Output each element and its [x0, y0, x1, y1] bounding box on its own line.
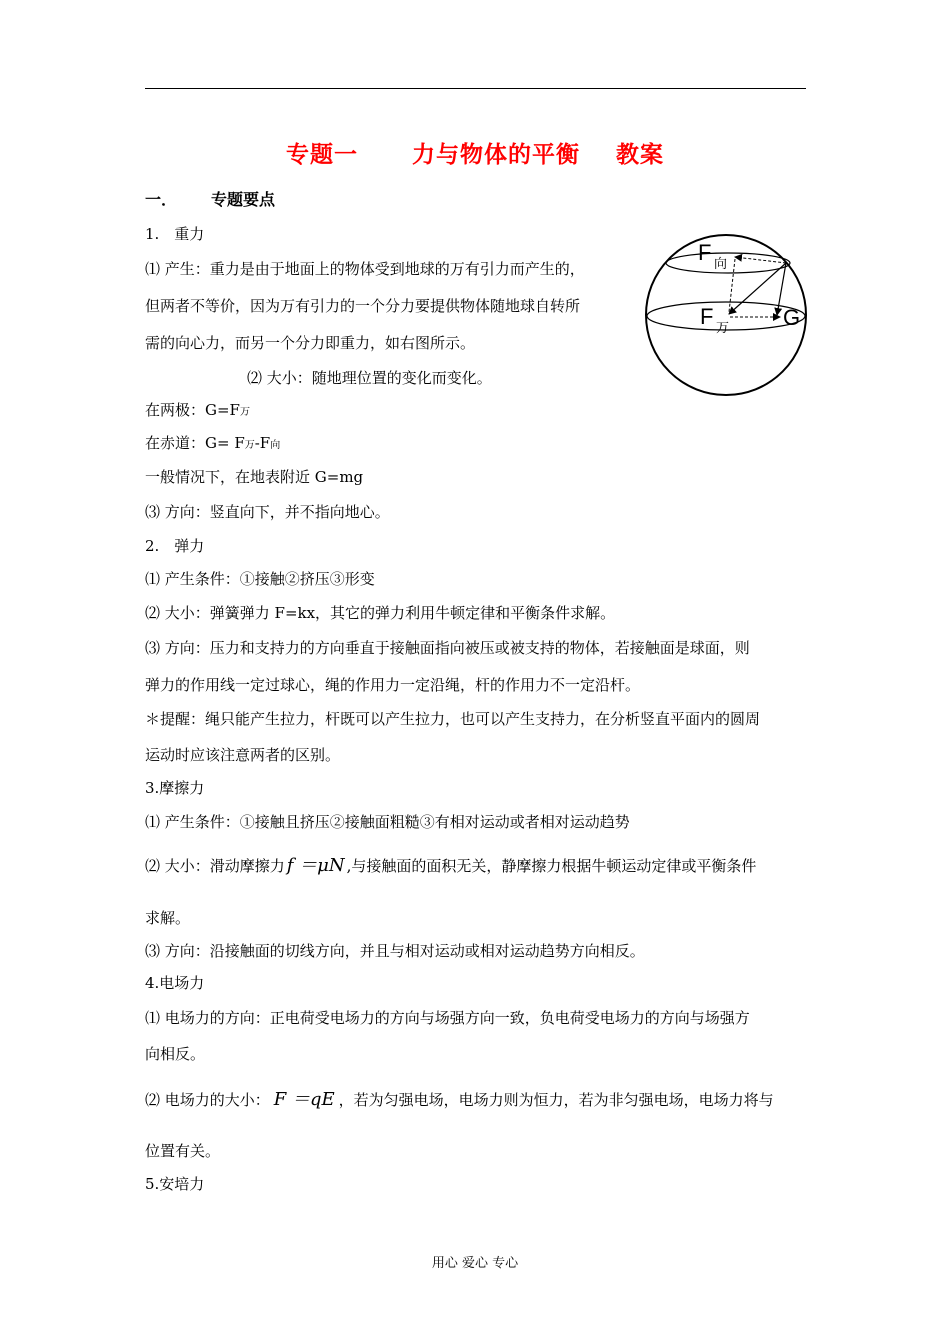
poles-sub: 万 [239, 407, 250, 418]
header-rule [145, 88, 806, 89]
elastic-heading: 2. 弹力 [145, 537, 205, 555]
gravity-heading: 1. 重力 [145, 225, 205, 243]
g-label: G [783, 305, 801, 330]
f-xiang-label: F [698, 240, 712, 265]
f-wan-arrow [729, 263, 786, 314]
equator-mid: -F [254, 434, 271, 452]
gravity-poles [145, 400, 250, 423]
f-xiang-arrow [735, 257, 786, 263]
gravity-p1: ⑴ 产生：重力是由于地面上的物体受到地球的万有引力而产生的， [145, 260, 585, 278]
electric-size [145, 1090, 774, 1110]
elastic-dir2: 弹力的作用线一定过球心，绳的作用力一定沿绳，杆的作用力不一定沿杆。 [145, 676, 641, 694]
equator-sub2: 向 [270, 440, 281, 451]
electric-size-end: 位置有关。 [145, 1142, 221, 1160]
elastic-tip2: 运动时应该注意两者的区别。 [145, 746, 341, 764]
gravity-p3: 需的向心力，而另一个分力即重力，如右图所示。 [145, 334, 476, 352]
title-part3: 教案 [616, 142, 665, 168]
electric-dir1: ⑴ 电场力的方向：正电荷受电场力的方向与场强方向一致，负电荷受电场力的方向与场强方 [145, 1009, 750, 1027]
page-title [0, 136, 950, 169]
gravity-direction: ⑶ 方向：竖直向下，并不指向地心。 [145, 503, 390, 521]
elastic-dir1: ⑶ 方向：压力和支持力的方向垂直于接触面指向被压或被支持的物体，若接触面是球面，则 [145, 639, 750, 657]
friction-direction: ⑶ 方向：沿接触面的切线方向，并且与相对运动或相对运动趋势方向相反。 [145, 942, 645, 960]
electric-heading: 4.电场力 [145, 974, 205, 992]
latitude-ellipse [666, 253, 790, 273]
gravity-equator [145, 433, 280, 456]
helper-dash-1 [729, 259, 735, 312]
electric-formula: F ＝qE [273, 1089, 335, 1110]
electric-size-prefix: ⑵ 电场力的大小： [145, 1091, 270, 1109]
f-wan-sub: 万 [716, 321, 730, 336]
f-wan-label: F [700, 304, 714, 329]
elastic-condition: ⑴ 产生条件：①接触②挤压③形变 [145, 570, 375, 588]
friction-heading: 3.摩擦力 [145, 779, 205, 797]
gravity-general: 一般情况下，在地表附近 G=mg [145, 468, 364, 486]
electric-dir2: 向相反。 [145, 1045, 206, 1063]
earth-force-svg [642, 230, 812, 400]
ampere-heading: 5.安培力 [145, 1175, 205, 1193]
poles-text: 在两极：G=F [145, 401, 240, 419]
gravity-size: ⑵ 大小：随地理位置的变化而变化。 [247, 369, 492, 387]
gravity-p2: 但两者不等价，因为万有引力的一个分力要提供物体随地球自转所 [145, 297, 581, 315]
page-footer: 用心 爱心 专心 [431, 1256, 519, 1271]
section-title: 专题要点 [211, 190, 276, 209]
friction-size [145, 856, 756, 876]
friction-size-end: 求解。 [145, 909, 191, 927]
section-heading [145, 190, 275, 210]
title-part2: 力与物体的平衡 [412, 142, 580, 168]
friction-formula: f ＝μN [286, 855, 345, 876]
elastic-size: ⑵ 大小：弹簧弹力 F=kx，其它的弹力利用牛顿定律和平衡条件求解。 [145, 604, 616, 622]
equator-sub1: 万 [244, 440, 255, 451]
section-number: 一． [145, 190, 178, 209]
f-xiang-sub: 向 [714, 257, 728, 272]
title-part1: 专题一 [285, 142, 358, 168]
elastic-tip1: ＊提醒：绳只能产生拉力，杆既可以产生拉力，也可以产生支持力，在分析竖直平面内的圆周 [145, 710, 761, 728]
friction-condition: ⑴ 产生条件：①接触且挤压②接触面粗糙③有相对运动或者相对运动趋势 [145, 813, 630, 831]
friction-size-prefix: ⑵ 大小：滑动摩擦力 [145, 857, 285, 875]
electric-size-suffix: ，若为匀强电场，电场力则为恒力，若为非匀强电场，电场力将与 [338, 1091, 774, 1109]
equator-text: 在赤道：G= F [145, 434, 245, 452]
friction-size-suffix: ,与接触面的面积无关，静摩擦力根据牛顿运动定律或平衡条件 [346, 857, 757, 875]
earth-force-diagram [642, 230, 812, 404]
